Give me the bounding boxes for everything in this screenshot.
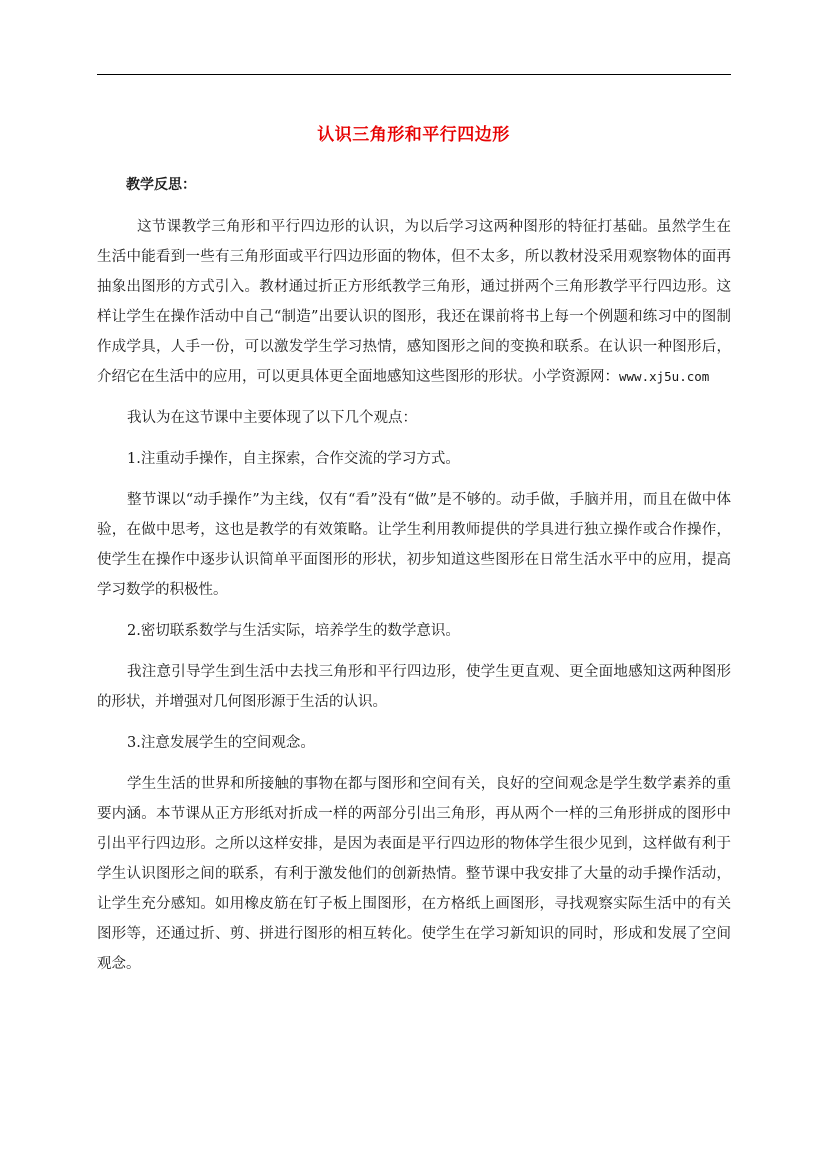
header-rule [97,74,731,75]
document-title: 认识三角形和平行四边形 [317,125,510,145]
point-1-body: 整节课以“动手操作”为主线，仅有“看”没有“做”是不够的。动手做，手脑并用，而且在做中体验，在做中思考，这也是教学的有效策略。让学生利用教师提供的学具进行独立操作或合作操作，使学生在操作中逐步认识简单平面图形的形状，初步知道这些图形在日常生活水平中的应用，提高学习数学的积极性。 [97,492,731,598]
point-3-body: 学生生活的世界和所接触的事物在都与图形和空间有关，良好的空间观念是学生数学素养的重要内涵。本节课从正方形纸对折成一样的两部分引出三角形，再从两个一样的三角形拼成的图形中引出平行四边形。之所以这样安排，是因为表面是平行四边形的物体学生很少见到，这样做有利于学生认识图形之间的联系，有利于激发他们的创新热情。整节课中我安排了大量的动手操作活动，让学生充分感知。如用橡皮筋在钉子板上围图形，在方格纸上画图形，寻找观察实际生活中的有关图形等，还通过折、剪、拼进行图形的相互转化。使学生在学习新知识的同时，形成和发展了空间观念。 [97,776,731,972]
source-url: www.xj5u.com [619,369,710,384]
lead-paragraph: 我认为在这节课中主要体现了以下几个观点： [127,410,417,426]
point-3-heading: 3.注意发展学生的空间观念。 [127,735,315,751]
document-body [97,212,731,979]
point-2-body: 我注意引导学生到生活中去找三角形和平行四边形，使学生更直观、更全面地感知这两种图形的形状，并增强对几何图形源于生活的认识。 [97,664,731,710]
point-2-heading: 2.密切联系数学与生活实际，培养学生的数学意识。 [127,623,460,639]
section-label: 教学反思： [126,177,196,193]
point-1-heading: 1.注重动手操作，自主探索，合作交流的学习方式。 [127,451,460,467]
intro-text: 这节课教学三角形和平行四边形的认识，为以后学习这两种图形的特征打基础。虽然学生在生活中能看到一些有三角形面或平行四边形面的物体，但不太多，所以教材没采用观察物体的面再抽象出图形的方式引入。教材通过折正方形纸教学三角形，通过拼两个三角形教学平行四边形。这样让学生在操作活动中自己“制造”出要认识的图形，我还在课前将书上每一个例题和练习中的图制作成学具，人手一份，可以激发学生学习热情，感知图形之间的变换和联系。在认识一种图形后，介绍它在生活中的应用，可以更具体更全面地感知这些图形的形状。小学资源网： [97,219,731,385]
intro-paragraph [97,212,731,392]
